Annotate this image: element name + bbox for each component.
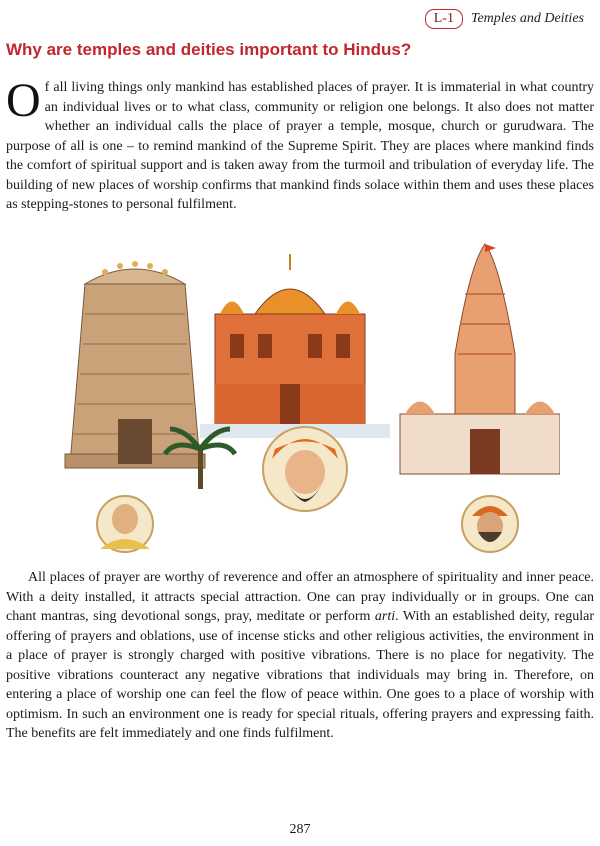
drop-cap: O: [6, 74, 41, 127]
sage-portrait: [462, 496, 518, 552]
page-number: 287: [289, 822, 311, 837]
worship-paragraph: [6, 568, 594, 744]
lesson-badge: L-1: [425, 9, 463, 29]
intro-paragraph: [6, 74, 594, 215]
hindu-priest-portrait: [97, 496, 153, 552]
intro-paragraph-text: f all living things only mankind has established places of prayer. It is immaterial in what country an individual lives or to what class, community or religion one belongs. It also does not matter whether an individual calls the place of prayer a temple, mosque, church or gurudwara. The purpose of all is one – to remind mankind of the Supreme Spirit. They are places where mankind finds the comfort of spiritual support and is taken away from the turmoil and tribulation of everyday life. The building of new places of worship confirms that mankind finds solace within them and uses these places as stepping-stones to personal fulfilment.: [6, 80, 594, 212]
sikh-man-portrait: [263, 427, 347, 511]
arti-term: arti: [374, 609, 396, 624]
chapter-title: Temples and Deities: [470, 11, 584, 26]
south-indian-gopuram: [65, 261, 205, 468]
section-heading: Why are temples and deities important to Hindus?: [6, 40, 412, 59]
places-of-worship-illustration: [60, 234, 560, 554]
worship-text-part1: All places of prayer are worthy of reverence and offer an atmosphere of spirituality and inner peace. With a deity installed, it attracts special attraction. One can pray individually or in groups. One can chant mantras, sing devotional songs, pray, meditate or perform: [6, 570, 594, 624]
page-header: [425, 6, 584, 32]
worship-text-part2: . With an established deity, regular offering of prayers and oblations, use of incense sticks and other religious activities, the environment in a place of prayer is strongly charged with positive vibrations. There is no place for negativity. The positive vibrations counteract any negative vibrations that individuals may bring in. Therefore, on entering a place of worship one can feel the flow of peace within. One goes to a place of worship with optimism. In such an environment one is ready for special rituals, offering prayers and expressing faith. The benefits are felt immediately and one finds fulfilment.: [6, 609, 594, 741]
